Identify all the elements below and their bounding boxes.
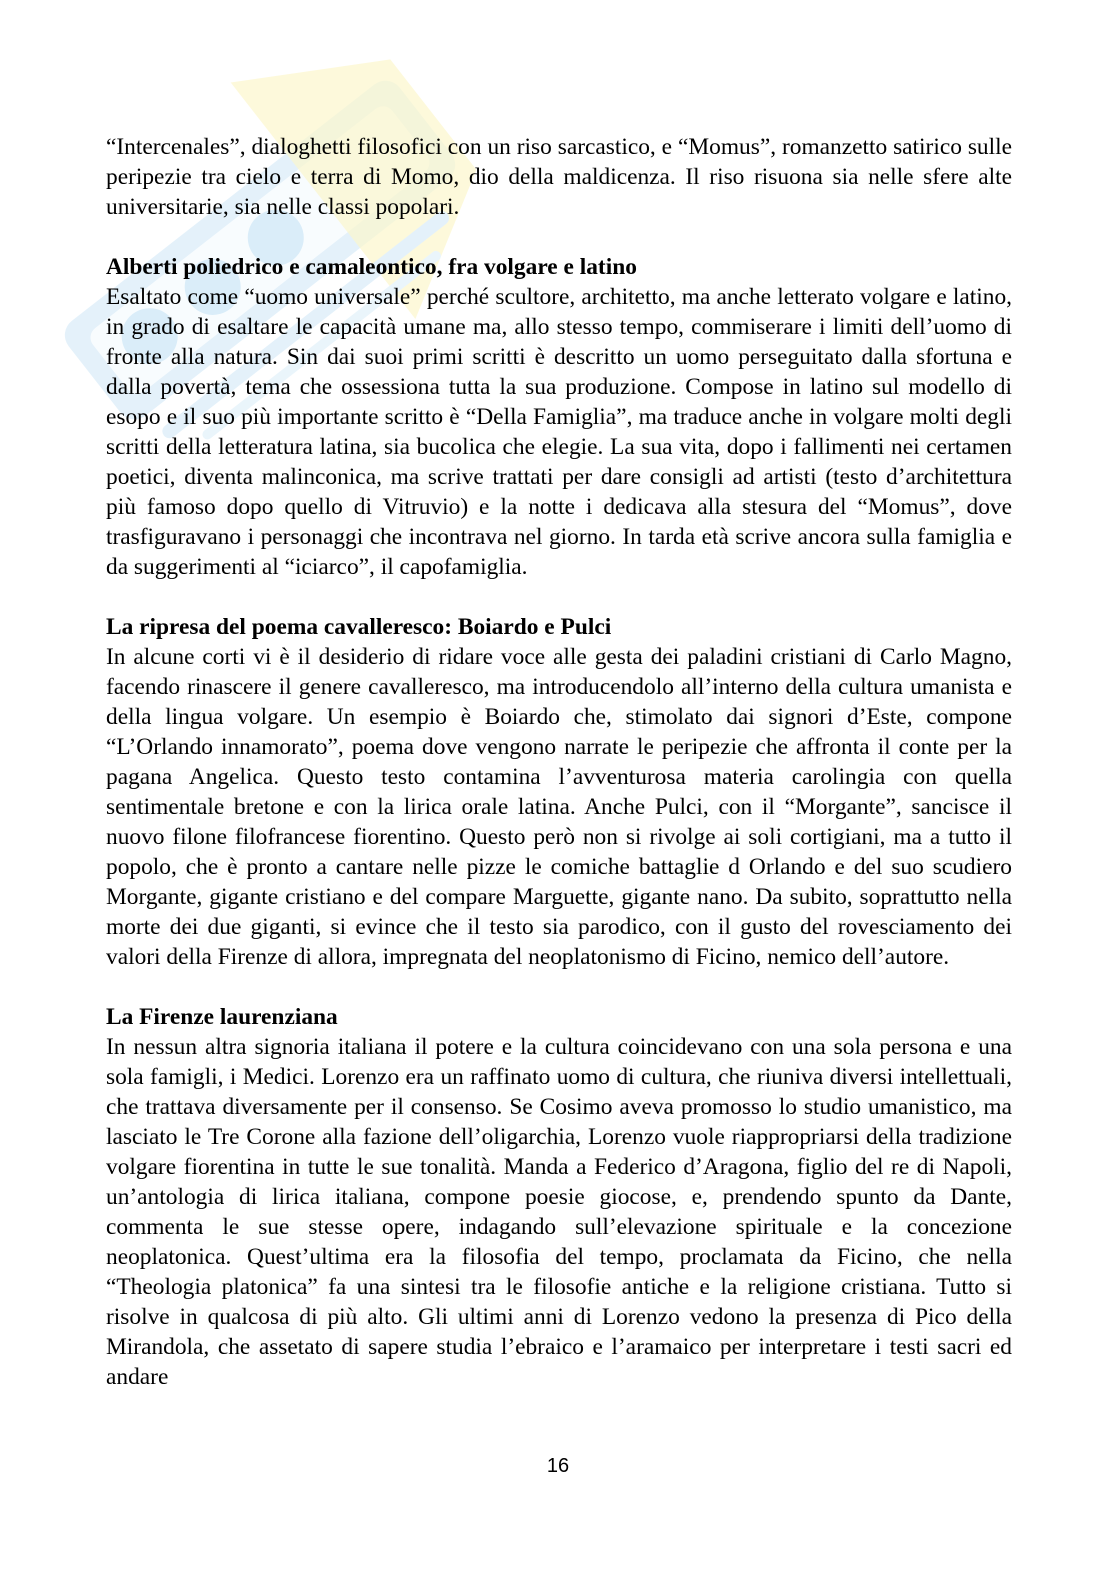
intro-paragraph: “Intercenales”, dialoghetti filosofici con un riso sarcastico, e “Momus”, romanzetto satirico sulle peripezie tra cielo e terra di Momo, dio della maldicenza. Il riso risuona sia nelle sfere alte universitarie, sia nelle classi popolari. bbox=[106, 134, 1012, 220]
section-body: In alcune corti vi è il desiderio di ridare voce alle gesta dei paladini cristiani di Carlo Magno, facendo rinascere il genere cavalleresco, ma introducendolo all’interno della cultura umanista e della lingua volgare. Un esempio è Boiardo che, stimolato dai signori d’Este, compone “L’Orlando innamorato”, poema dove vengono narrate le peripezie che affronta il conte per la pagana Angelica. Questo testo contamina l’avventurosa materia carolingia con quella sentimentale bretone e con la lirica orale latina. Anche Pulci, con il “Morgante”, sancisce il nuovo filone filofrancese fiorentino. Questo però non si rivolge ai soli cortigiani, ma a tutto il popolo, che è pronto a cantare nelle pizze le comiche battaglie d Orlando e del suo scudiero Morgante, gigante cristiano e del compare Marguette, gigante nano. Da subito, soprattutto nella morte dei due giganti, si evince che il testo sia parodico, con il gusto del rovesciamento dei valori della Firenze di allora, impregnata del neoplatonismo di Ficino, nemico dell’autore. bbox=[106, 644, 1012, 970]
page-number: 16 bbox=[546, 1455, 570, 1477]
section-alberti bbox=[106, 252, 1012, 582]
section-body: In nessun altra signoria italiana il potere e la cultura coincidevano con una sola persona e una sola famigli, i Medici. Lorenzo era un raffinato uomo di cultura, che riuniva diversi intellettuali, che trattava diversamente per il consenso. Se Cosimo aveva promosso lo studio umanistico, ma lasciato le Tre Corone alla fazione dell’oligarchia, Lorenzo vuole riappropriarsi della tradizione volgare fiorentina in tutte le sue tonalità. Manda a Federico d’Aragona, figlio del re di Napoli, un’antologia di lirica italiana, compone poesie giocose, e, prendendo spunto da Dante, commenta le sue stesse opere, indagando sull’elevazione spirituale e la concezione neoplatonica. Quest’ultima era la filosofia del tempo, proclamata da Ficino, che nella “Theologia platonica” fa una sintesi tra le filosofie antiche e la religione cristiana. Tutto si risolve in qualcosa di più alto. Gli ultimi anni di Lorenzo vedono la presenza di Pico della Mirandola, che assetato di sapere studia l’ebraico e l’aramaico per interpretare i testi sacri ed andare bbox=[106, 1034, 1012, 1390]
section-firenze-laurenziana bbox=[106, 1002, 1012, 1392]
document-body bbox=[106, 132, 1012, 1422]
section-heading: La Firenze laurenziana bbox=[106, 1004, 338, 1030]
section-heading: Alberti poliedrico e camaleontico, fra volgare e latino bbox=[106, 254, 637, 280]
section-body: Esaltato come “uomo universale” perché scultore, architetto, ma anche letterato volgare e latino, in grado di esaltare le capacità umane ma, allo stesso tempo, commiserare i limiti dell’uomo di fronte alla natura. Sin dai suoi primi scritti è descritto un uomo perseguitato dalla sfortuna e dalla povertà, tema che ossessiona tutta la sua produzione. Compose in latino sul modello di esopo e il suo più importante scritto è “Della Famiglia”, ma traduce anche in volgare molti degli scritti della letteratura latina, sia bucolica che elegie. La sua vita, dopo i fallimenti nei certamen poetici, diventa malinconica, ma scrive trattati per dare consigli ad artisti (testo d’architettura più famoso dopo quello di Vitruvio) e la notte i dedicava alla stesura del “Momus”, dove trasfiguravano i personaggi che incontrava nel giorno. In tarda età scrive ancora sulla famiglia e da suggerimenti al “iciarco”, il capofamiglia. bbox=[106, 284, 1012, 580]
section-poema-cavalleresco bbox=[106, 612, 1012, 972]
section-heading: La ripresa del poema cavalleresco: Boiardo e Pulci bbox=[106, 614, 612, 640]
